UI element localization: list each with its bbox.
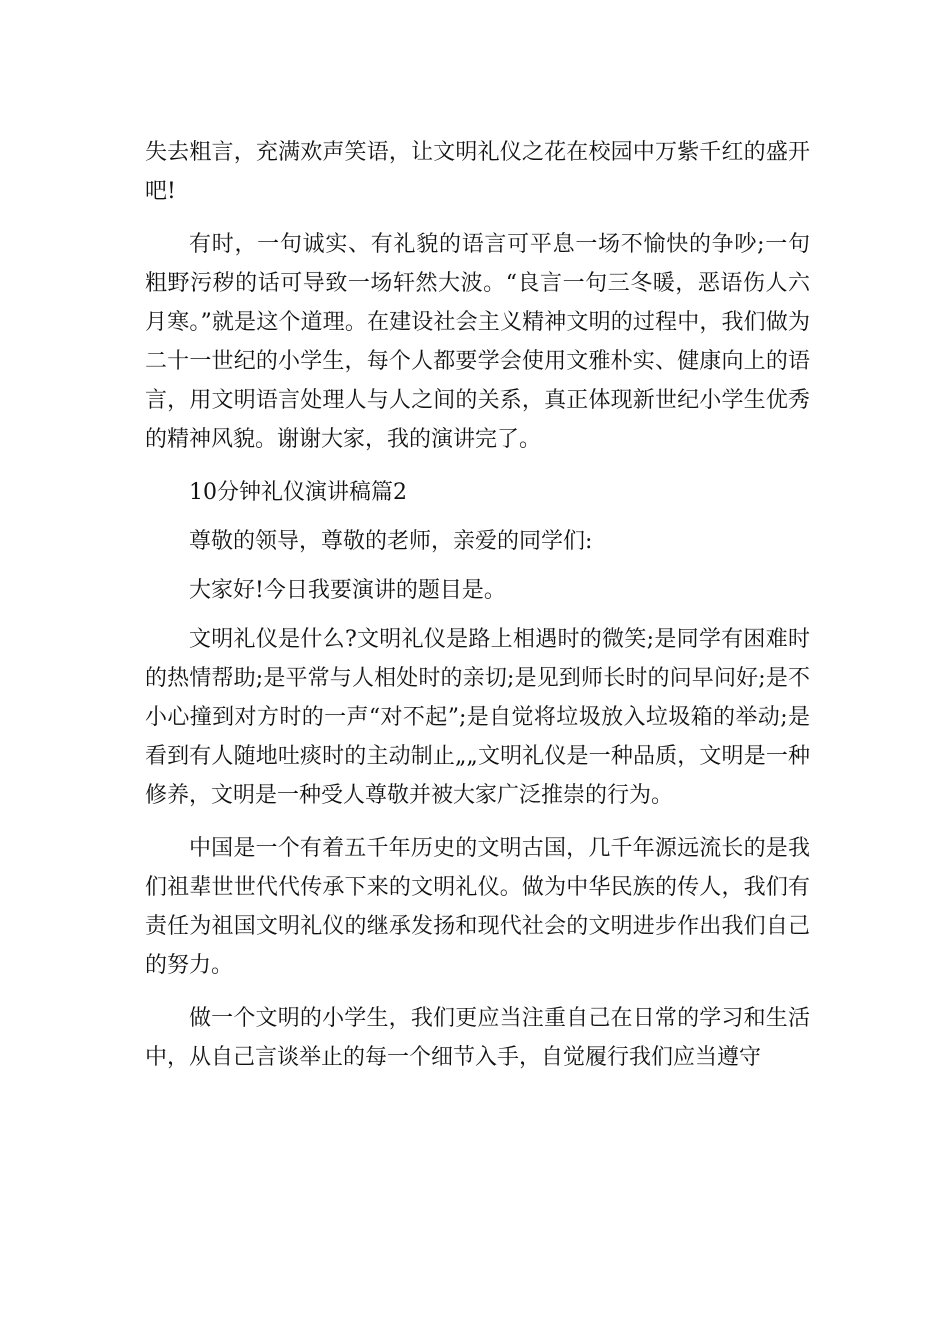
paragraph-language-civility: 有时，一句诚实、有礼貌的语言可平息一场不愉快的争吵;一句粗野污秽的话可导致一场轩然大波。“良言一句三冬暖，恶语伤人六月寒。”就是这个道理。在建设社会主义精神文明的过程中，我们做为二十一世纪的小学生，每个人都要学会使用文雅朴实、健康向上的语言，用文明语言处理人与人之间的关系，真正体现新世纪小学生优秀的精神风貌。谢谢大家，我的演讲完了。 [145,232,810,452]
section-heading: 10分钟礼仪演讲稿篇2 [189,480,407,505]
paragraph-what-is-etiquette: 文明礼仪是什么?文明礼仪是路上相遇时的微笑;是同学有困难时的热情帮助;是平常与人相处时的亲切;是见到师长时的问早问好;是不小心撞到对方时的一声“对不起”;是自觉将垃圾放入垃圾箱的举动;是看到有人随地吐痰时的主动制止„„文明礼仪是一种品质，文明是一种修养，文明是一种受人尊敬并被大家广泛推崇的行为。 [145,627,810,808]
paragraph-civilized-student: 做一个文明的小学生，我们更应当注重自己在日常的学习和生活中，从自己言谈举止的每一个细节入手，自觉履行我们应当遵守 [145,1006,810,1070]
paragraph-continuation: 失去粗言，充满欢声笑语，让文明礼仪之花在校园中万紫千红的盛开吧! [145,140,810,204]
greeting: 大家好!今日我要演讲的题目是。 [189,578,506,603]
document-body [145,133,810,1091]
salutation: 尊敬的领导，尊敬的老师，亲爱的同学们: [189,529,593,554]
paragraph-china-civilization: 中国是一个有着五千年历史的文明古国，几千年源远流长的是我们祖辈世世代代传承下来的文明礼仪。做为中华民族的传人，我们有责任为祖国文明礼仪的继承发扬和现代社会的文明进步作出我们自己的努力。 [145,836,810,978]
